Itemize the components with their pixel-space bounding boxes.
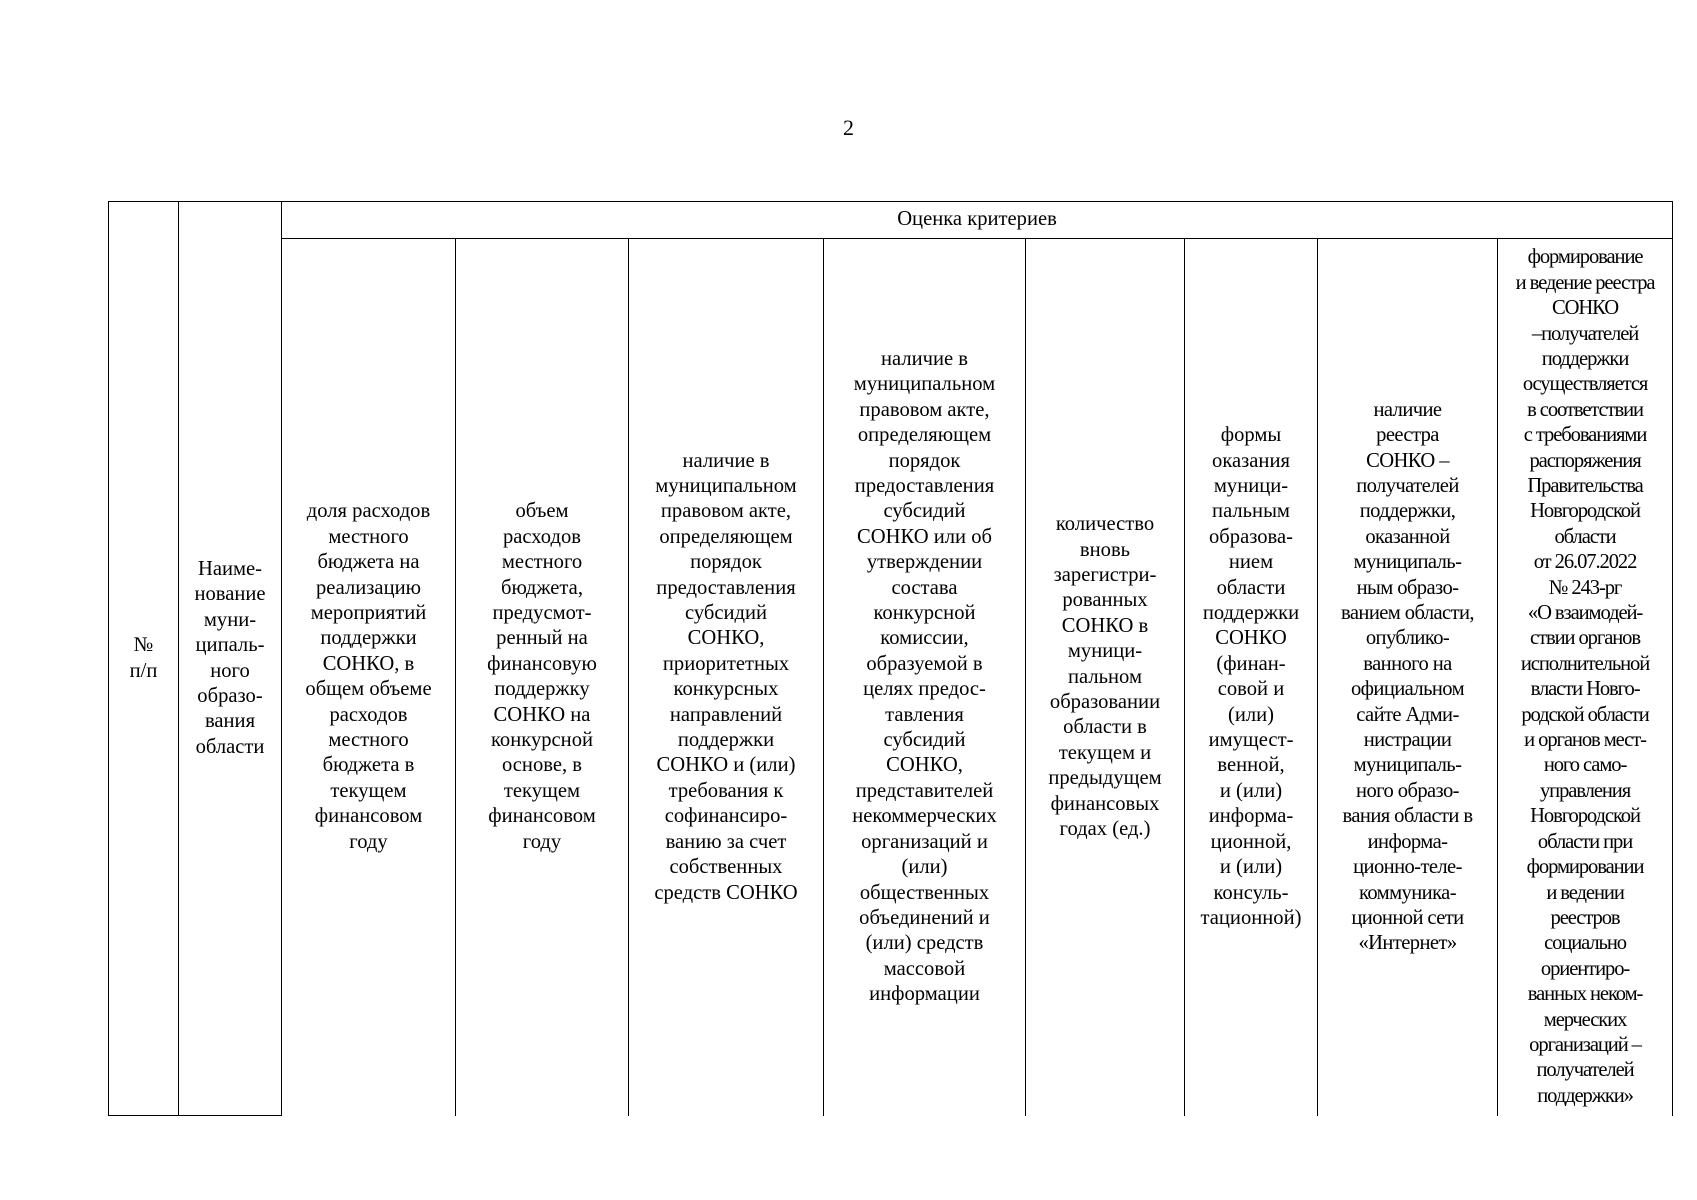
criterion-header-6 (1185, 239, 1318, 1116)
criterion-text-7: наличие реестра СОНКО – получателей поддержки, оказанной муниципаль- ным образо- ванием области, опублико- ванного на официальном сайте Адми- нистрации муниципаль- ного образо- вания области в информа- ционно-теле- коммуника- ционной сети «Интернет» (1341, 398, 1474, 955)
criterion-text-1: доля расходов местного бюджета на реализацию мероприятий поддержки СОНКО, в общем объеме расходов местного бюджета в текущем финансовом году (305, 500, 432, 853)
criteria-table (108, 201, 1673, 1116)
col-municipality-header-text: Наиме- нование муни- ципаль- ного образо- вания области (194, 557, 266, 758)
criterion-header-3 (629, 239, 824, 1116)
criterion-text-8: формирование и ведение реестра СОНКО –получателей поддержки осуществляется в соответствии с требованиями распоряжения Правительства Новгородской области от 26.07.2022 № 243-рг «О взаимодей- ствии органов исполнительной власти Новго- родской области и органов мест- ного само- управления Новгородской области при формировании и ведении реестров социально ориентиро- ванных неком- мерческих организаций – получателей поддержки» (1515, 246, 1655, 1107)
criterion-header-5 (1026, 239, 1185, 1116)
criterion-text-5: количество вновь зарегистри- рованных СОНКО в муници- пальном образовании области в текущем и предыдущем финансовых годах (ед.) (1048, 513, 1162, 840)
criteria-columns-row (109, 239, 1673, 1116)
criterion-header-1 (282, 239, 456, 1116)
page-number: 2 (843, 115, 854, 140)
criteria-group-header (282, 202, 1673, 239)
table-header-row (109, 202, 1673, 239)
col-number-header-text: № п/п (129, 634, 158, 682)
criterion-text-3: наличие в муниципальном правовом акте, определяющем порядок предоставления субсидий СОНКО, приоритетных конкурсных направлений поддержки СОНКО и (или) требования к софинансиро- ванию за счет собственных средств СОНКО (654, 449, 798, 904)
criteria-group-header-text: Оценка критериев (897, 208, 1057, 231)
criterion-header-4 (824, 239, 1026, 1116)
criterion-header-8 (1498, 239, 1673, 1116)
criterion-header-2 (456, 239, 629, 1116)
col-municipality-header (179, 202, 282, 1116)
criterion-text-2: объем расходов местного бюджета, предусмот- ренный на финансовую поддержку СОНКО на конкурсной основе, в текущем финансовом году (487, 500, 597, 853)
col-number-header (109, 202, 179, 1116)
criterion-header-7 (1318, 239, 1498, 1116)
criterion-text-4: наличие в муниципальном правовом акте, определяющем порядок предоставления субсидий СОНКО или об утверждении состава конкурсной комиссии, образуемой в целях предос- тавления субсидий СОНКО, представителей некоммерческих организаций и (или) общественных объединений и (или) средств массовой информации (852, 347, 997, 1006)
criterion-text-6: формы оказания муници- пальным образова- нием области поддержки СОНКО (финан- совой и (или) имущест- венной, и (или) информа- ционной, и (или) консуль- тационной) (1200, 424, 1302, 929)
